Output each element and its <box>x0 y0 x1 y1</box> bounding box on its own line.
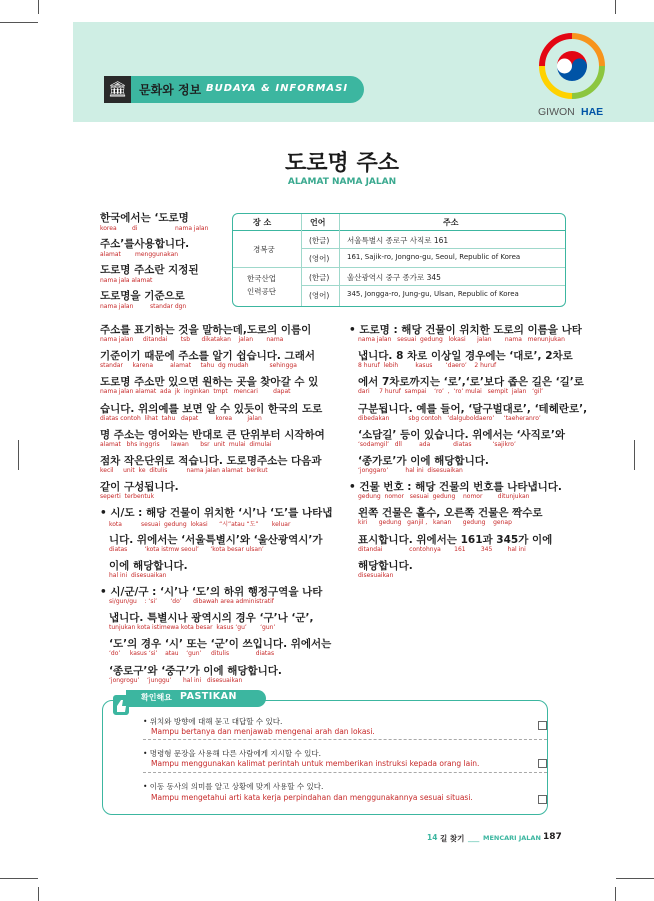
checkbox[interactable] <box>538 721 547 730</box>
body-line: 해당합니다. <box>358 559 413 572</box>
body-line: 냅니다. 8 차로 이상일 경우에는 ‘대로’, 2차로 <box>358 350 573 363</box>
crop-mark <box>616 878 654 879</box>
body-line: 습니다. 위의예를 보면 알 수 있듯이 한국의 도로 <box>100 402 323 415</box>
crop-mark <box>615 887 616 901</box>
intro-gloss: nama jala alamat <box>100 277 153 284</box>
page-subtitle: ALAMAT NAMA JALAN <box>287 177 397 187</box>
body-line: • 시/군/구 : ‘시’나 ‘도’의 하위 행정구역을 나타 <box>100 586 323 598</box>
body-line: 같이 구성됩니다. <box>100 481 179 494</box>
body-gloss: standar karena alamat tahu dg mudah sehingga <box>100 362 297 370</box>
body-gloss: alamat bhs inggris lawan bsr unit mulai dimulai <box>100 440 272 448</box>
body-gloss: seperti terbentuk <box>100 493 155 501</box>
body-gloss: diatas ‘kota istmw seoul’ ‘kota besar ulsan’ <box>109 545 264 553</box>
body-line: 구분됩니다. 예를 들어, ‘달구벌대로’, ‘테헤란로’, <box>358 402 588 415</box>
checklist-item-id: Mampu bertanya dan menjawab mengenai arah dan lokasi. <box>151 727 375 736</box>
body-gloss: dari 7 huruf sampai ‘ro’ , ‘ro’ mulai sempit jalan ‘gil’ <box>358 388 544 396</box>
intro-gloss: alamat <box>100 251 121 258</box>
body-gloss: ‘do’ kasus ‘si’ atau ‘gun’ ditulis diatas <box>109 650 275 658</box>
checklist-item-ko: • 위치와 방향에 대해 묻고 대답할 수 있다. <box>143 717 283 726</box>
intro-gloss: nama jalan <box>175 225 209 232</box>
temple-icon: 🏛 <box>104 76 131 103</box>
intro-line: 도로명 주소란 지정된 <box>100 264 199 276</box>
body-line: 냅니다. 특별시나 광역시의 경우 ‘구’나 ‘군’, <box>109 612 314 625</box>
section-label-id: BUDAYA & INFORMASI <box>206 83 349 94</box>
body-gloss: si/gun/gu : ‘si’ ‘do’ dibawah area administratif <box>109 598 274 605</box>
checklist-item-ko: • 이동 동사의 의미를 알고 상황에 맞게 사용할 수 있다. <box>143 782 324 791</box>
body-line: 이에 해당합니다. <box>109 559 188 572</box>
body-gloss: nama jalan alamat ada jk inginkan tmpt mencari dapat <box>100 388 291 396</box>
table-cell-lang: (영어) <box>309 254 330 263</box>
intro-gloss: nama jalan <box>100 303 134 310</box>
footer-separator: ___ <box>468 833 480 842</box>
intro-gloss: korea <box>100 225 117 232</box>
body-gloss: kiri gedung ganjil , kanan gedung genap <box>358 519 512 527</box>
footer-lesson-num: 14 <box>427 833 438 842</box>
body-line: 점차 작은단위로 적습니다. 도로명주소는 다음과 <box>100 455 322 467</box>
crop-mark <box>38 887 39 901</box>
crop-mark <box>615 0 616 14</box>
body-gloss: tunjukan kota istimewa kota besar kasus ‘gu’ ‘gun’ <box>109 624 276 632</box>
table-header-lang: 언어 <box>310 218 326 227</box>
body-gloss: diatas contoh lihat tahu dapat korea jalan <box>100 414 262 422</box>
body-line: ‘도’의 경우 ‘시’ 또는 ‘군’이 쓰입니다. 위에서는 <box>109 638 332 651</box>
body-gloss: gedung nomor sesuai gedung nomor ditunjukan <box>358 493 530 501</box>
table-cell-address: 161, Sajik-ro, Jongno-gu, Seoul, Republic of Korea <box>347 253 521 261</box>
intro-gloss: menggunakan <box>135 251 179 258</box>
footer-lesson-id: MENCARI JALAN <box>483 834 541 842</box>
body-gloss: nama jalan sesuai gedung lokasi jalan nama menunjukan <box>358 336 565 343</box>
crop-mark <box>0 878 38 879</box>
table-header-place: 장 소 <box>253 218 272 227</box>
body-line: • 도로명 : 해당 건물이 위치한 도로의 이름을 나타 <box>349 324 582 336</box>
checklist-box <box>102 700 548 815</box>
checkbox[interactable] <box>538 759 547 768</box>
intro-gloss: di <box>132 225 138 232</box>
body-line: • 시/도 : 해당 건물이 위치한 ‘시’나 ‘도’를 나타냅 <box>100 507 333 520</box>
table-cell-address: 울산광역시 중구 종가로 345 <box>347 273 441 282</box>
body-line: 에서 7차로까지는 ‘로’,‘로’보다 좁은 길은 ‘길’로 <box>358 376 584 389</box>
body-gloss: kota sesuai gedung lokasi “시”atau “도” keluar <box>109 521 291 529</box>
crop-mark <box>634 440 635 470</box>
page-title: 도로명 주소 <box>285 151 399 176</box>
checklist-item-id: Mampu mengetahui arti kata kerja perpindahan dan menggunakannya sesuai situasi. <box>151 793 473 802</box>
footer-lesson-ko: 길 찾기 <box>440 834 465 843</box>
crop-mark <box>38 0 39 14</box>
crop-mark <box>0 22 38 23</box>
intro-gloss: standar dgn <box>150 303 187 310</box>
body-line: 기준이기 때문에 주소를 알기 쉽습니다. 그래서 <box>100 350 315 363</box>
giwonhae-logo <box>532 28 612 120</box>
page-number: 187 <box>543 832 562 842</box>
body-line: 명 주소는 영어와는 반대로 큰 단위부터 시작하여 <box>100 428 325 441</box>
body-gloss: ditandai contohnya 161 345 hal ini <box>358 545 526 553</box>
table-cell-place: 한국산업 인력공단 <box>247 274 276 296</box>
table-cell-address: 345, Jongga-ro, Jung-gu, Ulsan, Republic of Korea <box>347 290 519 298</box>
checklist-item-ko: • 명령형 문장을 사용해 다른 사람에게 지시할 수 있다. <box>143 749 322 758</box>
body-gloss: 8 huruf lebih kasus ‘daero’ 2 huruf <box>358 362 497 370</box>
thumbs-up-icon <box>112 694 130 716</box>
table-cell-lang: (한글) <box>309 273 330 282</box>
body-gloss: ‘sodamgil’ dll ada diatas ‘sajikro’ <box>358 440 516 448</box>
body-line: 주소를 표기하는 것을 말하는데,도로의 이름이 <box>100 324 312 336</box>
address-table <box>232 213 566 307</box>
intro-line: 도로명을 기준으로 <box>100 290 185 302</box>
body-line: 도로명 주소만 있으면 원하는 곳을 찾아갈 수 있 <box>100 376 319 389</box>
crop-mark <box>18 440 19 470</box>
body-gloss: nama jalan ditandai tsb dikatakan jalan nama <box>100 336 284 343</box>
checklist-label-id: PASTIKAN <box>180 691 237 702</box>
body-line: 표시합니다. 위에서는 161과 345가 이에 <box>358 533 553 546</box>
table-cell-lang: (영어) <box>309 291 330 300</box>
table-cell-address: 서울특별시 종로구 사직로 161 <box>347 236 449 245</box>
body-line: ‘종로구’와 ‘중구’가 이에 해당합니다. <box>109 664 282 677</box>
intro-line: 주소’를사용합니다. <box>100 238 190 250</box>
body-gloss: kecil unit ke ditulis nama jalan alamat berikut <box>100 467 268 474</box>
body-gloss: ‘jonggaro’ hal ini disesuaikan <box>358 467 463 474</box>
body-line: • 건물 번호 : 해당 건물의 번호를 나타냅니다. <box>349 481 562 494</box>
logo-text-giwon: GIWON <box>538 106 575 118</box>
table-cell-place: 경복궁 <box>253 245 275 254</box>
checkbox[interactable] <box>538 795 547 804</box>
body-gloss: ‘jongrogu’ ‘junggu’ hal ini disesuaikan <box>109 676 243 684</box>
logo-text-hae: HAE <box>581 106 604 118</box>
body-gloss: disesuaikan <box>358 571 394 579</box>
body-line: 왼쪽 건물은 홀수, 오른쪽 건물은 짝수로 <box>358 507 543 520</box>
body-gloss: dibedakan sbg contoh ‘dalguboldaero’ ‘taeheranro’ <box>358 414 541 422</box>
section-label-ko: 문화와 정보 <box>139 83 202 97</box>
body-line: ‘소담길’ 등이 있습니다. 위에서는 ‘사직로’와 <box>358 428 565 441</box>
body-line: 니다. 위에서는 ‘서울특별시’와 ‘울산광역시’가 <box>109 533 323 546</box>
checklist-item-id: Mampu menggunakan kalimat perintah untuk memberikan instruksi kepada orang lain. <box>151 759 480 768</box>
table-cell-lang: (한글) <box>309 236 330 245</box>
checklist-label-ko: 확인해요 <box>141 693 172 702</box>
intro-line: 한국에서는 ‘도로명 <box>100 212 189 224</box>
body-gloss: hal ini disesuaikan <box>109 571 167 579</box>
body-line: ‘종가로’가 이에 해당합니다. <box>358 455 489 467</box>
table-header-address: 주소 <box>443 218 459 227</box>
